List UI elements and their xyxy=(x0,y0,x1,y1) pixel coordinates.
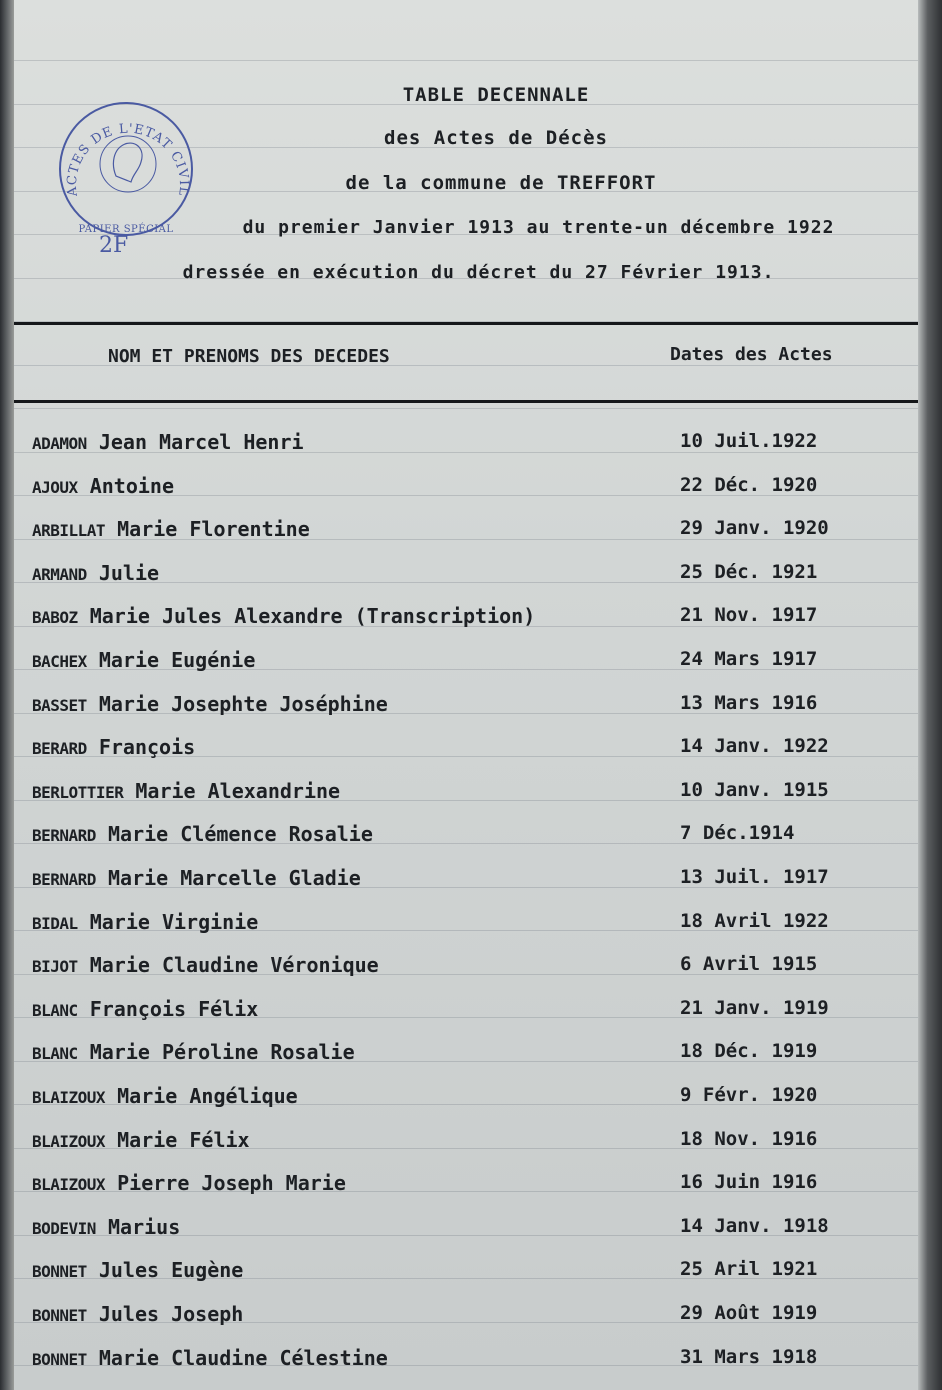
revenue-stamp xyxy=(59,102,193,236)
given-names: Jean Marcel Henri xyxy=(98,430,304,454)
surname: BLAIZOUX xyxy=(32,1175,106,1194)
deceased-name xyxy=(32,822,373,846)
table-row xyxy=(14,604,918,644)
table-row xyxy=(14,1128,918,1168)
table-row xyxy=(14,648,918,688)
surname: BLANC xyxy=(32,1044,78,1063)
surname: ARMAND xyxy=(32,565,87,584)
act-date: 18 Déc. 1919 xyxy=(680,1040,818,1062)
given-names: Marie Alexandrine xyxy=(135,779,341,803)
act-date: 13 Mars 1916 xyxy=(680,692,818,714)
act-date: 14 Janv. 1918 xyxy=(680,1215,829,1237)
given-names: Marie Josephte Joséphine xyxy=(98,692,388,716)
given-names: Marie Virginie xyxy=(89,910,259,934)
binding-edge xyxy=(0,0,14,1390)
given-names: François Félix xyxy=(89,997,259,1021)
given-names: Marie Claudine Véronique xyxy=(89,953,379,977)
table-row xyxy=(14,1258,918,1298)
surname: BONNET xyxy=(32,1350,87,1369)
header-rule-bottom xyxy=(14,400,918,403)
deceased-name xyxy=(32,953,379,977)
names-column-header: NOM ET PRENOMS DES DECEDES xyxy=(108,346,390,367)
act-date: 10 Juil.1922 xyxy=(680,430,818,452)
title-line-5: dressée en exécution du décret du 27 Février 1913. xyxy=(182,262,775,283)
act-date: 31 Mars 1918 xyxy=(680,1346,818,1368)
table-row xyxy=(14,474,918,514)
dates-column-header: Dates des Actes xyxy=(670,344,833,365)
surname: BODEVIN xyxy=(32,1219,96,1238)
surname: BASSET xyxy=(32,696,87,715)
act-date: 21 Janv. 1919 xyxy=(680,997,829,1019)
stamp-value: 2F xyxy=(99,233,129,258)
deceased-name xyxy=(32,1302,243,1326)
table-row xyxy=(14,1040,918,1080)
deceased-name xyxy=(32,561,159,585)
act-date: 6 Avril 1915 xyxy=(680,953,818,975)
table-row xyxy=(14,866,918,906)
given-names: Pierre Joseph Marie xyxy=(117,1171,346,1195)
act-date: 13 Juil. 1917 xyxy=(680,866,829,888)
table-row xyxy=(14,1302,918,1342)
surname: BERNARD xyxy=(32,826,96,845)
register-page xyxy=(14,0,918,1390)
act-date: 25 Aril 1921 xyxy=(680,1258,818,1280)
act-date: 29 Août 1919 xyxy=(680,1302,818,1324)
surname: BERARD xyxy=(32,739,87,758)
deceased-name xyxy=(32,430,304,454)
table-row xyxy=(14,1171,918,1211)
deceased-name xyxy=(32,735,195,759)
title-line-1: TABLE DECENNALE xyxy=(402,84,590,106)
given-names: Marie Péroline Rosalie xyxy=(89,1040,355,1064)
table-row xyxy=(14,953,918,993)
ruling-line xyxy=(14,60,918,61)
surname: AJOUX xyxy=(32,478,78,497)
table-row xyxy=(14,910,918,950)
given-names: Marie Félix xyxy=(117,1128,250,1152)
given-names: Marie Clémence Rosalie xyxy=(107,822,373,846)
deceased-name xyxy=(32,648,255,672)
title-line-2: des Actes de Décès xyxy=(384,127,608,149)
table-row xyxy=(14,430,918,470)
surname: BERNARD xyxy=(32,870,96,889)
given-names: Marie Eugénie xyxy=(98,648,256,672)
act-date: 24 Mars 1917 xyxy=(680,648,818,670)
given-names: Antoine xyxy=(89,474,175,498)
surname: BONNET xyxy=(32,1306,87,1325)
surname: BACHEX xyxy=(32,652,87,671)
right-page-edge xyxy=(918,0,942,1390)
deceased-name xyxy=(32,517,310,541)
surname: BIJOT xyxy=(32,957,78,976)
given-names: Marie Angélique xyxy=(117,1084,298,1108)
stamp-label: PAPIER SPÉCIAL xyxy=(78,224,174,235)
surname: BABOZ xyxy=(32,608,78,627)
deceased-name xyxy=(32,1040,355,1064)
table-row xyxy=(14,997,918,1037)
table-row xyxy=(14,517,918,557)
surname: BLAIZOUX xyxy=(32,1088,106,1107)
deceased-name xyxy=(32,866,361,890)
table-row xyxy=(14,779,918,819)
act-date: 16 Juin 1916 xyxy=(680,1171,818,1193)
act-date: 18 Nov. 1916 xyxy=(680,1128,818,1150)
table-row xyxy=(14,735,918,775)
deceased-name xyxy=(32,1171,346,1195)
given-names: Marie Claudine Célestine xyxy=(98,1346,388,1370)
surname: BIDAL xyxy=(32,914,78,933)
act-date: 14 Janv. 1922 xyxy=(680,735,829,757)
table-row xyxy=(14,692,918,732)
given-names: Marie Marcelle Gladie xyxy=(107,866,361,890)
act-date: 22 Déc. 1920 xyxy=(680,474,818,496)
title-line-4: du premier Janvier 1913 au trente-un décembre 1922 xyxy=(242,217,835,238)
act-date: 21 Nov. 1917 xyxy=(680,604,818,626)
given-names: Jules Joseph xyxy=(98,1302,244,1326)
given-names: François xyxy=(98,735,196,759)
given-names: Marie Florentine xyxy=(117,517,310,541)
deceased-name xyxy=(32,1258,243,1282)
stamp-ring-label: ACTES DE L'ETAT CIVIL xyxy=(64,121,192,198)
given-names: Julie xyxy=(98,561,160,585)
deceased-name xyxy=(32,604,535,628)
act-date: 29 Janv. 1920 xyxy=(680,517,829,539)
table-row xyxy=(14,1346,918,1386)
ruling-line xyxy=(14,408,918,409)
title-line-3: de la commune de TREFFORT xyxy=(345,172,657,194)
deceased-name xyxy=(32,779,340,803)
act-date: 25 Déc. 1921 xyxy=(680,561,818,583)
surname: BONNET xyxy=(32,1262,87,1281)
table-row xyxy=(14,561,918,601)
table-row xyxy=(14,822,918,862)
deceased-name xyxy=(32,997,258,1021)
surname: BLANC xyxy=(32,1001,78,1020)
deceased-name xyxy=(32,1215,180,1239)
surname: BLAIZOUX xyxy=(32,1132,106,1151)
given-names: Marie Jules Alexandre (Transcription) xyxy=(89,604,536,628)
act-date: 18 Avril 1922 xyxy=(680,910,829,932)
act-date: 10 Janv. 1915 xyxy=(680,779,829,801)
surname: ADAMON xyxy=(32,434,87,453)
deceased-name xyxy=(32,1346,388,1370)
surname: ARBILLAT xyxy=(32,521,106,540)
table-row xyxy=(14,1084,918,1124)
given-names: Marius xyxy=(107,1215,181,1239)
table-row xyxy=(14,1215,918,1255)
deceased-name xyxy=(32,474,174,498)
given-names: Jules Eugène xyxy=(98,1258,244,1282)
act-date: 7 Déc.1914 xyxy=(680,822,795,844)
header-rule-top xyxy=(14,322,918,325)
deceased-name xyxy=(32,1128,250,1152)
deceased-name xyxy=(32,910,258,934)
deceased-name xyxy=(32,1084,298,1108)
deceased-name xyxy=(32,692,388,716)
surname: BERLOTTIER xyxy=(32,783,124,802)
act-date: 9 Févr. 1920 xyxy=(680,1084,818,1106)
